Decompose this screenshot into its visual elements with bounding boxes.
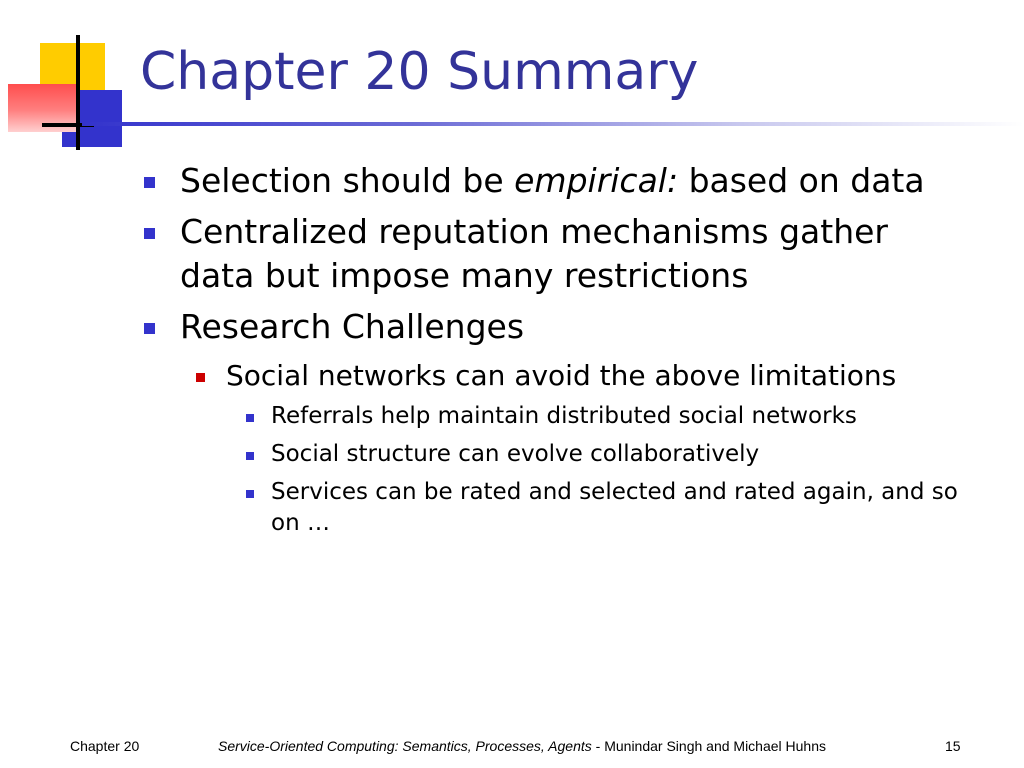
bullet-text: Social networks can avoid the above limitations xyxy=(226,359,897,392)
footer-chapter-label: Chapter 20 xyxy=(70,738,140,754)
square-bullet-icon xyxy=(144,323,155,334)
bullet-level2-item xyxy=(226,357,986,395)
bullet-text-emphasis: empirical: xyxy=(514,161,679,200)
square-bullet-icon xyxy=(246,490,254,498)
square-bullet-icon xyxy=(144,177,155,188)
bullet-text: Services can be rated and selected and rated again, and so on … xyxy=(271,479,958,536)
square-bullet-icon xyxy=(196,373,205,382)
bullet-text: Research Challenges xyxy=(180,307,525,346)
bullet-text: Referrals help maintain distributed social networks xyxy=(271,403,857,429)
square-bullet-icon xyxy=(246,452,254,460)
square-bullet-icon xyxy=(246,414,254,422)
bullet-text-pre: Selection should be xyxy=(180,161,515,200)
footer-book-credit xyxy=(218,737,826,755)
bullet-level1-item xyxy=(180,159,1000,203)
square-bullet-icon xyxy=(144,228,155,239)
footer-authors: - Munindar Singh and Michael Huhns xyxy=(591,738,827,754)
bullet-text: Social structure can evolve collaboratively xyxy=(271,441,760,467)
bullet-level3-item xyxy=(271,401,991,432)
bullet-level3-item xyxy=(271,439,991,470)
footer-book-title: Service-Oriented Computing: Semantics, Processes, Agents xyxy=(218,738,592,754)
bullet-level3-item xyxy=(271,477,991,539)
bullet-text: Centralized reputation mechanisms gather data but impose many restrictions xyxy=(180,212,888,295)
slide-title: Chapter 20 Summary xyxy=(140,42,699,102)
bullet-level1-item xyxy=(180,210,960,298)
bullet-level1-item xyxy=(180,305,1000,349)
footer-page-number: 15 xyxy=(945,738,961,754)
bullet-text-post: based on data xyxy=(678,161,925,200)
